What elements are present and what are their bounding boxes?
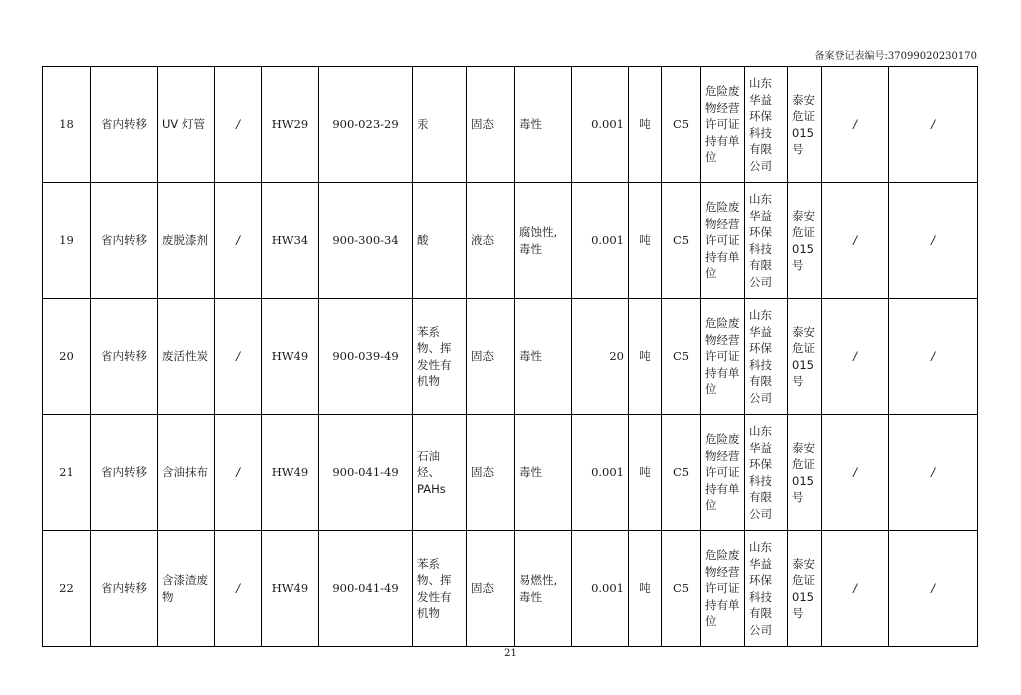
slash-cell: / [889,183,978,299]
slash-cell: / [215,415,262,531]
waste-name: 含漆渣废物 [158,531,215,647]
unit: 吨 [629,67,662,183]
slash-cell: / [215,67,262,183]
unit: 吨 [629,531,662,647]
disposal-method: C5 [662,531,701,647]
hazardous-waste-table [42,66,978,647]
waste-category: HW49 [262,299,319,415]
row-number: 19 [43,183,91,299]
record-number-label: 备案登记表编号: [814,51,888,62]
slash-cell: / [889,531,978,647]
hazard-property: 腐蚀性,毒性 [515,183,572,299]
transfer-type: 省内转移 [91,531,158,647]
physical-form: 固态 [467,67,515,183]
unit: 吨 [629,183,662,299]
quantity: 20 [572,299,629,415]
transfer-type: 省内转移 [91,67,158,183]
unit: 吨 [629,415,662,531]
transfer-type: 省内转移 [91,183,158,299]
license-number: 泰安危证015号 [788,183,822,299]
slash-cell: / [889,415,978,531]
slash-cell: / [889,67,978,183]
quantity: 0.001 [572,415,629,531]
quantity: 0.001 [572,183,629,299]
row-number: 21 [43,415,91,531]
license-number: 泰安危证015号 [788,67,822,183]
record-number-value: 37099020230170 [887,51,977,62]
slash-cell: / [889,299,978,415]
table-row [43,531,978,647]
row-number: 20 [43,299,91,415]
disposal-method: C5 [662,299,701,415]
slash-cell: / [822,67,889,183]
waste-code: 900-039-49 [319,299,413,415]
waste-category: HW29 [262,67,319,183]
table-body [43,67,978,647]
physical-form: 固态 [467,299,515,415]
disposal-method: C5 [662,415,701,531]
quantity: 0.001 [572,531,629,647]
slash-cell: / [822,415,889,531]
physical-form: 固态 [467,415,515,531]
slash-cell: / [822,531,889,647]
record-number [815,51,977,63]
receiver-name: 山东华益环保科技有限公司 [745,531,788,647]
hazard-property: 毒性 [515,299,572,415]
slash-cell: / [822,183,889,299]
receiver-name: 山东华益环保科技有限公司 [745,67,788,183]
hazardous-component: 苯系物、挥发性有机物 [413,299,467,415]
unit: 吨 [629,299,662,415]
table-row [43,299,978,415]
hazard-property: 易燃性,毒性 [515,531,572,647]
hazardous-component: 苯系物、挥发性有机物 [413,531,467,647]
hazardous-component: 汞 [413,67,467,183]
transfer-type: 省内转移 [91,299,158,415]
license-number: 泰安危证015号 [788,415,822,531]
hazardous-component: 石油烃、PAHs [413,415,467,531]
table-row [43,67,978,183]
slash-cell: / [822,299,889,415]
waste-code: 900-041-49 [319,415,413,531]
license-number: 泰安危证015号 [788,299,822,415]
waste-category: HW49 [262,415,319,531]
physical-form: 固态 [467,531,515,647]
transfer-type: 省内转移 [91,415,158,531]
page-number: 21 [504,648,517,659]
disposal-method: C5 [662,183,701,299]
table-row [43,415,978,531]
waste-code: 900-023-29 [319,67,413,183]
receiver-type: 危险废物经营许可证持有单位 [701,415,745,531]
waste-code: 900-300-34 [319,183,413,299]
waste-name: 含油抹布 [158,415,215,531]
receiver-type: 危险废物经营许可证持有单位 [701,67,745,183]
receiver-name: 山东华益环保科技有限公司 [745,415,788,531]
table-row [43,183,978,299]
hazardous-component: 酸 [413,183,467,299]
receiver-type: 危险废物经营许可证持有单位 [701,299,745,415]
waste-category: HW49 [262,531,319,647]
waste-name: UV 灯管 [158,67,215,183]
license-number: 泰安危证015号 [788,531,822,647]
waste-category: HW34 [262,183,319,299]
receiver-name: 山东华益环保科技有限公司 [745,299,788,415]
physical-form: 液态 [467,183,515,299]
quantity: 0.001 [572,67,629,183]
row-number: 18 [43,67,91,183]
disposal-method: C5 [662,67,701,183]
receiver-name: 山东华益环保科技有限公司 [745,183,788,299]
hazard-property: 毒性 [515,415,572,531]
slash-cell: / [215,183,262,299]
slash-cell: / [215,531,262,647]
row-number: 22 [43,531,91,647]
waste-name: 废活性炭 [158,299,215,415]
waste-name: 废脱漆剂 [158,183,215,299]
hazard-property: 毒性 [515,67,572,183]
receiver-type: 危险废物经营许可证持有单位 [701,183,745,299]
receiver-type: 危险废物经营许可证持有单位 [701,531,745,647]
waste-code: 900-041-49 [319,531,413,647]
slash-cell: / [215,299,262,415]
